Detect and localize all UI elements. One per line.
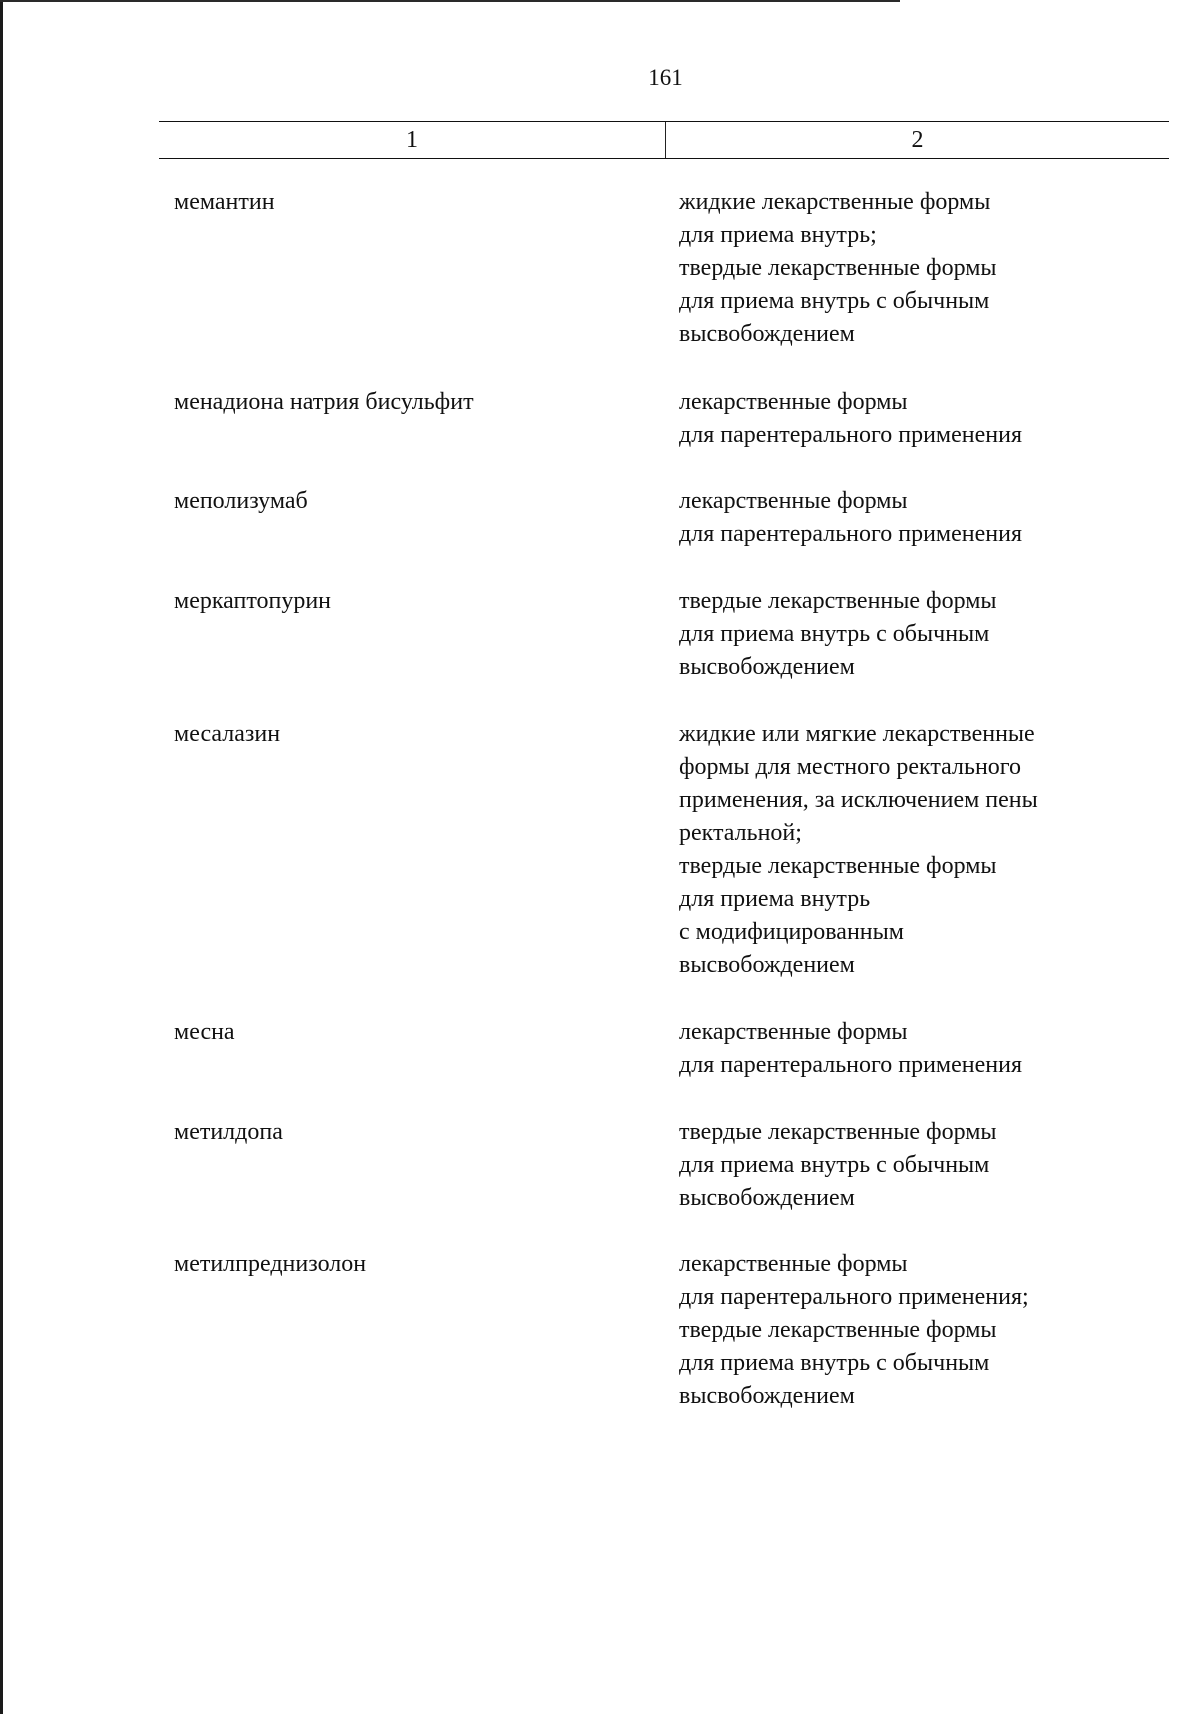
dosage-form-line: лекарственные формы — [679, 488, 908, 514]
drug-name: метилдопа — [174, 1119, 283, 1145]
dosage-form-line: для парентерального применения — [679, 422, 1022, 448]
dosage-form-line: для парентерального применения — [679, 521, 1022, 547]
dosage-form-line: для приема внутрь с обычным — [679, 1350, 990, 1376]
dosage-form-line: ректальной; — [679, 820, 802, 846]
dosage-form-line: твердые лекарственные формы — [679, 255, 997, 281]
dosage-form-line: с модифицированным — [679, 919, 904, 945]
dosage-forms — [679, 386, 1179, 452]
dosage-form-line: твердые лекарственные формы — [679, 1119, 997, 1145]
dosage-form-line: применения, за исключением пены — [679, 787, 1038, 813]
dosage-form-line: для приема внутрь с обычным — [679, 288, 990, 314]
dosage-form-line: жидкие или мягкие лекарственные — [679, 721, 1035, 747]
dosage-form-line: твердые лекарственные формы — [679, 853, 997, 879]
dosage-forms — [679, 1016, 1179, 1082]
dosage-form-line: для приема внутрь с обычным — [679, 1152, 990, 1178]
dosage-form-line: для приема внутрь; — [679, 222, 877, 248]
dosage-form-line: твердые лекарственные формы — [679, 588, 997, 614]
dosage-form-line: лекарственные формы — [679, 1019, 908, 1045]
scan-top-edge — [0, 0, 900, 2]
scan-left-edge — [0, 0, 3, 1714]
table-header — [159, 121, 1169, 159]
dosage-form-line: для парентерального применения; — [679, 1284, 1029, 1310]
drug-name: метилпреднизолон — [174, 1251, 367, 1277]
column-header-1: 1 — [159, 122, 666, 158]
dosage-forms — [679, 585, 1179, 684]
dosage-form-line: для приема внутрь — [679, 886, 871, 912]
dosage-forms — [679, 718, 1179, 982]
dosage-form-line: твердые лекарственные формы — [679, 1317, 997, 1343]
dosage-form-line: для приема внутрь с обычным — [679, 621, 990, 647]
dosage-form-line: для парентерального применения — [679, 1052, 1022, 1078]
drug-name: мемантин — [174, 189, 275, 215]
dosage-forms — [679, 186, 1179, 351]
drug-name: месна — [174, 1019, 235, 1045]
dosage-forms — [679, 485, 1179, 551]
dosage-form-line: формы для местного ректального — [679, 754, 1022, 780]
dosage-form-line: высвобождением — [679, 952, 855, 978]
dosage-form-line: высвобождением — [679, 1185, 855, 1211]
dosage-form-line: высвобождением — [679, 321, 855, 347]
page-number: 161 — [648, 65, 683, 90]
dosage-form-line: высвобождением — [679, 1383, 855, 1409]
dosage-form-line: лекарственные формы — [679, 1251, 908, 1277]
drug-name: менадиона натрия бисульфит — [174, 389, 474, 415]
column-header-2: 2 — [911, 127, 924, 153]
dosage-form-line: жидкие лекарственные формы — [679, 189, 991, 215]
drug-name: меполизумаб — [174, 488, 308, 514]
dosage-form-line: лекарственные формы — [679, 389, 908, 415]
dosage-forms — [679, 1116, 1179, 1215]
drug-name: месалазин — [174, 721, 281, 747]
dosage-forms — [679, 1248, 1179, 1413]
drug-name: меркаптопурин — [174, 588, 332, 614]
dosage-form-line: высвобождением — [679, 654, 855, 680]
